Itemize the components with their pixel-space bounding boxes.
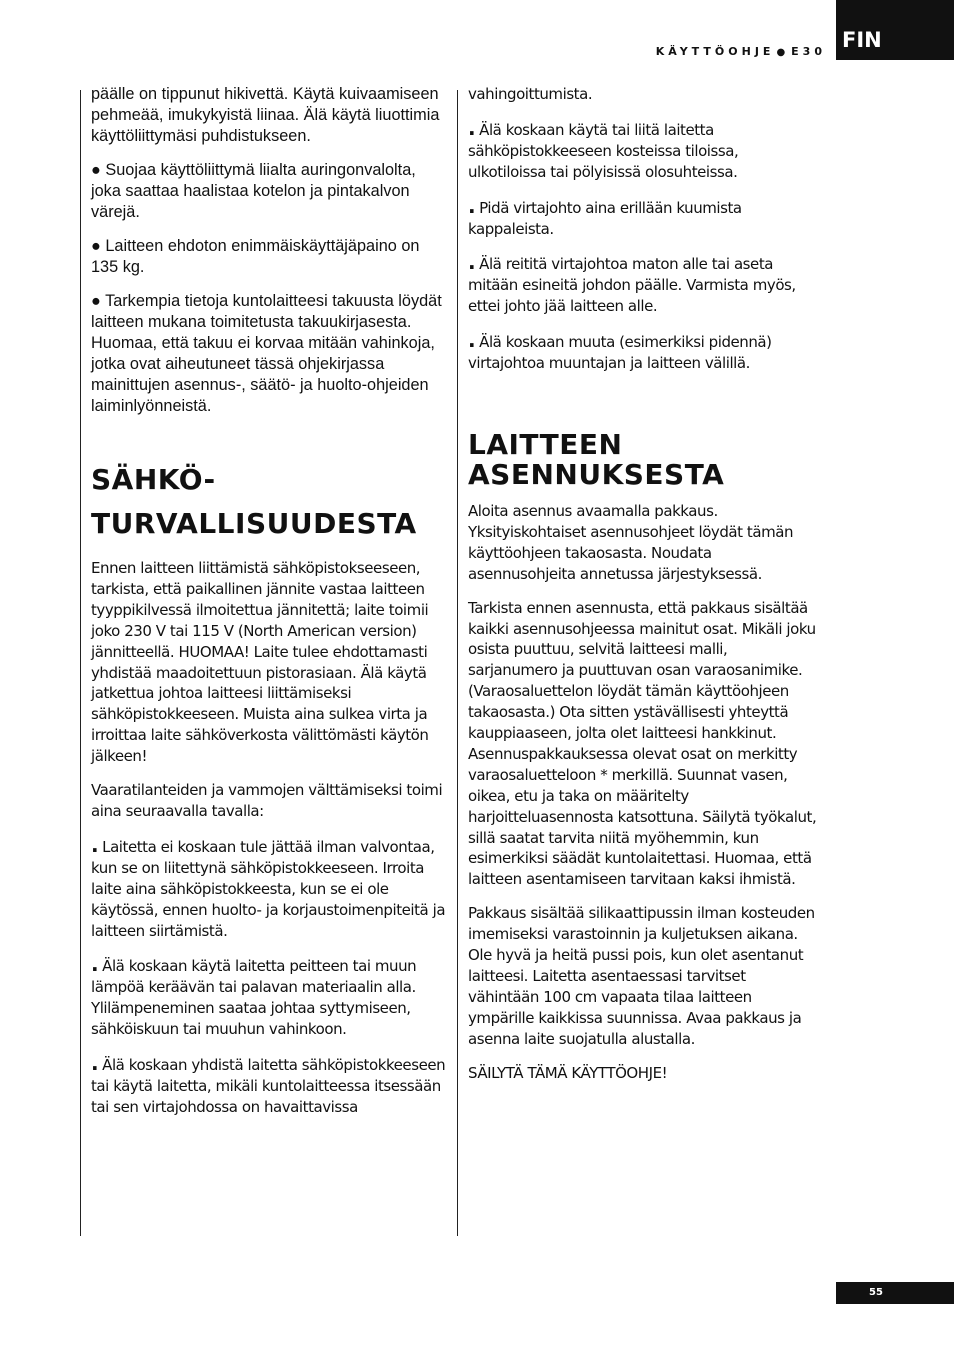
section-heading-electrical [91, 458, 446, 546]
language-tab: FIN [836, 0, 954, 60]
right-bullet-3 [468, 252, 818, 317]
continued-text: vahingoittumista. [468, 85, 593, 103]
heading-line-1: LAITTEEN [468, 427, 623, 461]
electrical-bullet-3-text: Älä koskaan yhdistä laitetta sähköpistokkeeseen tai käytä laitetta, mikäli kuntolaitteessa itsessään tai sen virtajohdossa on havaittavissa [91, 1056, 446, 1116]
model-name: E30 [791, 45, 826, 58]
right-column [468, 84, 818, 1097]
heading-line-2: ASENNUKSESTA [468, 457, 725, 491]
manual-title: KÄYTTÖOHJE [655, 45, 775, 58]
bullet-sunlight: ● Suojaa käyttöliittymä liialta auringonvalolta, joka saattaa haalistaa kotelon ja pintakalvon värejä. [91, 161, 416, 221]
electrical-bullet-1 [91, 835, 446, 942]
electrical-paragraph-2: Vaaratilanteiden ja vammojen välttämiseksi toimi aina seuraavalla tavalla: [91, 781, 443, 820]
right-bullet-3-text: Älä reititä virtajohtoa maton alle tai aseta mitään esineitä johdon päälle. Varmista myös, ettei johto jää laitteen alle. [468, 255, 796, 316]
left-column [91, 84, 446, 1131]
bullet-warranty: ● Tarkempia tietoja kuntolaitteesi takuusta löydät laitteen mukana toimitetusta takuukirjasesta. Huomaa, että takuu ei korvaa mitään vahinkoja, jotka ovat aiheutuneet tässä ohjekirjassa mainittujen asennus-, säätö- ja huolto-ohjeiden laiminlyönneistä. [91, 292, 442, 415]
heading-line-1: SÄHKÖ- [91, 463, 216, 496]
electrical-bullet-1-text: Laitetta ei koskaan tule jättää ilman valvontaa, kun se on liitettynä sähköpistokkeeseen. Irroita laite aina sähköpistokkeesta, kun se ei ole käytössä, ennen huolto- ja korjaustoimenpiteitä ja laitteen siirtämistä. [91, 837, 446, 940]
installation-paragraph-1: Aloita asennus avaamalla pakkaus. Yksityiskohtaiset asennusohjeet löydät tämän käyttöohjeen takaosasta. Noudata asennusohjeita annetussa järjestyksessä. [468, 501, 794, 583]
page-number: 55 [836, 1282, 954, 1304]
right-bullet-1-text: Älä koskaan käytä tai liitä laitetta sähköpistokkeeseen kosteissa tiloissa, ulkotiloissa tai pölyisissä olosuhteissa. [468, 120, 739, 181]
separator-dot: ● [776, 47, 786, 58]
bullet-max-weight: ● Laitteen ehdoton enimmäiskäyttäjäpaino on 135 kg. [91, 237, 420, 276]
installation-paragraph-2: Tarkista ennen asennusta, että pakkaus sisältää kaikki asennusohjeessa mainitut osat. Mikäli joku osista puuttuu, selvitä laitteesi malli, sarjanumero ja puuttuvan osan varaosanimike. (Varaosaluettelon löydät tämän käyttöohjeen takaosasta.) Ota sitten ystävällisesti yhteyttä kauppiaaseen, jolta olet laitteesi hankkinut. Asennuspakkauksessa olevat osat on merkitty varaosaluetteloon * merkillä. Suunnat vasen, oikea, etu ja taka on määritelty harjoitteluasennosta katsottuna. Säilytä työkalut, sillä saatat tarvita niitä myöhemmin, kun esimerkiksi säädät kuntolaitettasi. Huomaa, että laitteen asentamiseen tarvitaan kaksi ihmistä. [468, 598, 817, 889]
right-bullet-4-text: Älä koskaan muuta (esimerkiksi pidennä) virtajohtoa muuntajan ja laitteen välillä. [468, 333, 772, 373]
intro-paragraph: päälle on tippunut hikivettä. Käytä kuivaamiseen pehmeää, imukykyistä liinaa. Älä käytä liuottimia käyttöliittymäsi puhdistukseen. [91, 85, 440, 145]
right-bullet-4 [468, 330, 818, 374]
electrical-bullet-2 [91, 954, 446, 1040]
left-rule [80, 90, 81, 1236]
section-heading-installation [468, 427, 818, 491]
right-bullet-1 [468, 118, 818, 183]
right-bullet-2 [468, 196, 818, 240]
electrical-bullet-3 [91, 1053, 446, 1118]
right-bullet-2-text: Pidä virtajohto aina erillään kuumista kappaleista. [468, 198, 742, 238]
installation-paragraph-3: Pakkaus sisältää silikaattipussin ilman kosteuden imemiseksi varastoinnin ja kuljetuksen aikana. Ole hyvä ja heitä pussi pois, kun olet asentanut laitteesi. Laitetta asentaessasi tarvitset vähintään 100 cm vapaata tilaa laitteen ympärille kaikkissa suunnissa. Avaa pakkaus ja asenna laite suojatulla alustalla. [468, 904, 815, 1048]
heading-line-2: TURVALLISUUDESTA [91, 507, 417, 540]
running-header [656, 45, 826, 58]
installation-paragraph-4: SÄILYTÄ TÄMÄ KÄYTTÖOHJE! [468, 1063, 668, 1082]
electrical-bullet-2-text: Älä koskaan käytä laitetta peitteen tai muun lämpöä keräävän tai palavan materiaalin alla. Ylilämpeneminen saataa johtaa syttymiseen, sähköiskuun tai muuhun vahinkoon. [91, 957, 417, 1039]
electrical-paragraph-1: Ennen laitteen liittämistä sähköpistokseeseen, tarkista, että paikallinen jännite vastaa laitteen tyyppikilvessä ilmoitettua jännitettä; laite toimii joko 230 V tai 115 V (North American version) jännitteellä. HUOMAA! Laite tulee ehdottamasti yhdistää maadoitettuun pistorasiaan. Älä käytä jatkettua johtoa laitteesi liittämiseksi sähköpistokkeeseen. Muista aina sulkea virta ja irroittaa laite sähköverkosta välittömästi käytön jälkeen! [91, 559, 429, 766]
center-rule [457, 90, 458, 1236]
